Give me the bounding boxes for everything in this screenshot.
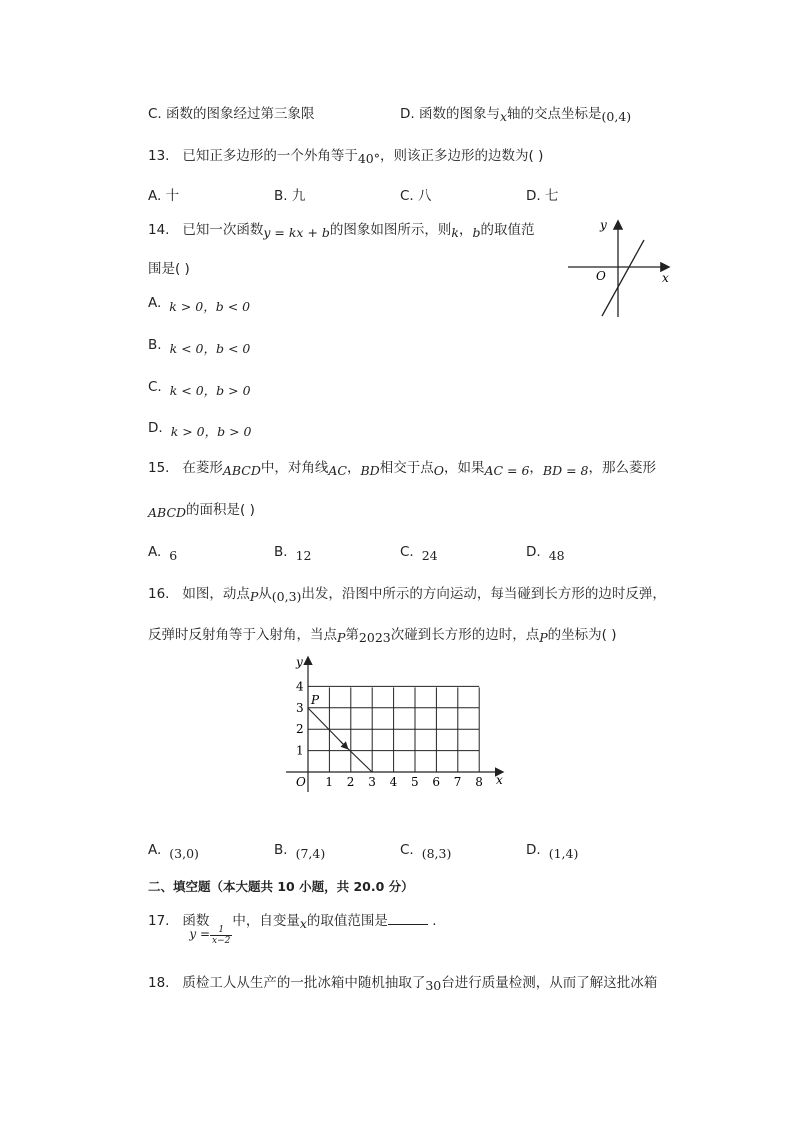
x-axis-label: x [496,773,503,787]
function-line [602,240,644,316]
q16-option-b: B. (7,4) [274,842,326,861]
q13-option-b: B. 九 [274,188,306,204]
q16-grid-figure [280,650,520,800]
x-tick-label: 8 [475,775,483,789]
q15-stem-line2: ABCD的面积是( ) [148,502,255,520]
q15-option-d: D. 48 [526,544,565,563]
y-tick-label: 3 [296,700,304,715]
q14-stem: 14. 已知一次函数y = kx + b的图象如图所示，则k，b的取值范 [148,222,535,240]
q13-stem: 13. 已知正多边形的一个外角等于40°，则该正多边形的边数为( ) [148,148,544,166]
x-tick-label: 3 [368,775,376,789]
y-axis-label: y [296,655,303,669]
q13-option-a: A. 十 [148,188,180,204]
q15-option-b: B. 12 [274,544,312,563]
q16-stem-line2: 反弹时反射角等于入射角，当点P第2023次碰到长方形的边时，点P的坐标为( ) [148,627,617,645]
x-axis-label: x [662,271,669,285]
q13-option-d: D. 七 [526,188,559,204]
path-segment [340,741,372,772]
origin-label: O [296,775,306,789]
x-tick-labels [325,775,482,789]
y-tick-label: 4 [296,679,304,694]
q14-option-c: C. k < 0，b > 0 [148,379,251,398]
q14-linear-graph [560,212,680,322]
section2-title: 二、填空题（本大题共 10 小题，共 20.0 分） [148,879,414,894]
q14-option-d: D. k > 0，b > 0 [148,420,252,439]
q16-option-c: C. (8,3) [400,842,452,861]
x-tick-label: 4 [389,775,398,789]
q15-stem: 15. 在菱形ABCD中，对角线AC，BD相交于点O，如果AC = 6，BD = 8，那么菱形 [148,460,657,478]
x-tick-label: 2 [346,775,355,789]
q14-stem-line2: 围是( ) [148,261,190,277]
point-p-label: P [311,693,320,707]
q14-option-b: B. k < 0，b < 0 [148,337,251,356]
q15-option-c: C. 24 [400,544,438,563]
grid-lines [308,686,479,772]
q14-option-a: A. k > 0，b < 0 [148,295,251,314]
q17-answer-blank[interactable] [388,910,428,925]
y-tick-label: 1 [296,743,304,758]
x-tick-label: 6 [432,775,441,789]
q17-fraction-body: $\frac{1}{x-2}$ [212,924,231,946]
q13-option-c: C. 八 [400,188,432,204]
x-tick-label: 1 [325,775,334,789]
q15-option-a: A. 6 [148,544,178,563]
origin-label: O [596,269,606,283]
x-tick-label: 5 [411,775,419,789]
q16-option-a: A. (3,0) [148,842,199,861]
q16-stem: 16. 如图，动点P从(0,3)出发，沿图中所示的方向运动，每当碰到长方形的边时反弹， [148,586,666,604]
y-tick-label: 2 [296,722,304,737]
x-tick-label: 7 [453,775,462,789]
q12-option-d: D. 函数的图象与x轴的交点坐标是(0,4) [400,106,632,124]
q16-option-d: D. (1,4) [526,842,579,861]
y-tick-labels [296,679,304,757]
q17-stem: 17. 函数y = $\frac{1}{x-2}$ 中，自变量x的取值范围是 . [148,910,437,932]
y-axis-label: y [600,218,607,232]
q18-stem: 18. 质检工人从生产的一批冰箱中随机抽取了30台进行质量检测，从而了解这批冰箱 [148,975,658,993]
q12-option-c: C. 函数的图象经过第三象限 [148,106,315,122]
q17-fraction: y = [189,927,211,941]
